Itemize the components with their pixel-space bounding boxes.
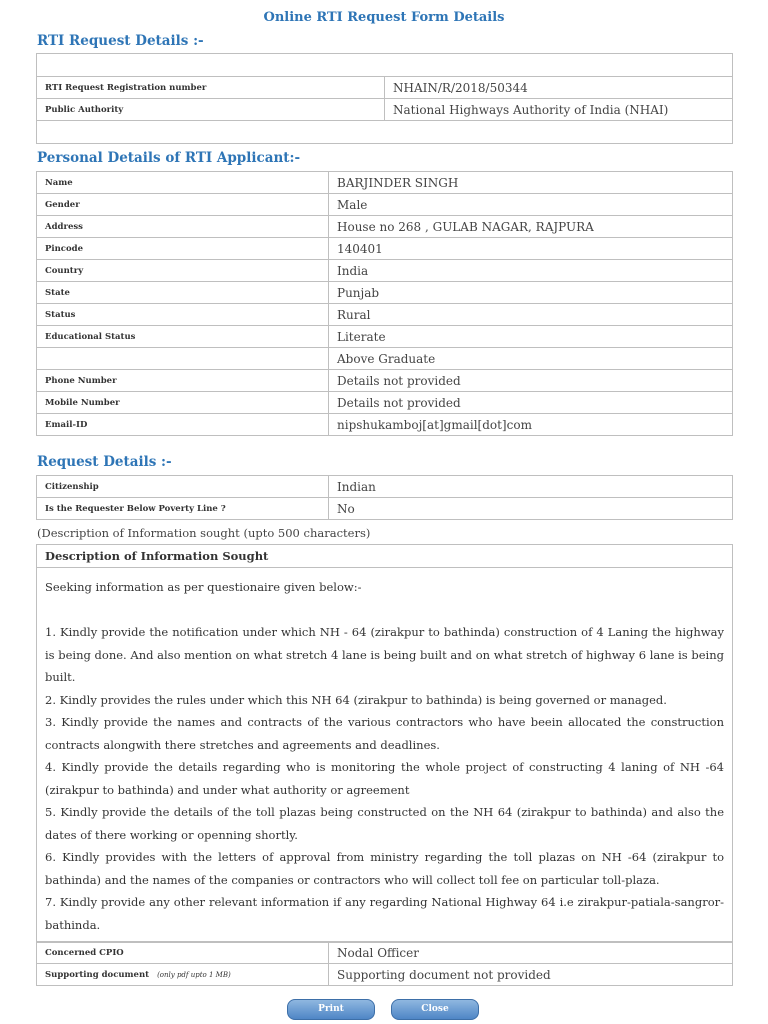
status-value: Rural bbox=[329, 304, 733, 326]
row-label: Educational Status bbox=[37, 326, 329, 348]
educational-status-value: Literate bbox=[329, 326, 733, 348]
row-label: Citizenship bbox=[37, 476, 329, 498]
description-item: 2. Kindly provides the rules under which this NH 64 (zirakpur to bathinda) is being governed or managed. bbox=[45, 692, 667, 707]
section-title-rti-request: RTI Request Details :- bbox=[37, 33, 204, 49]
description-item: 4. Kindly provide the details regarding who is monitoring the whole project of constructing 4 laning of NH -64 (zirakpur to bathinda) and under what authority or agreement bbox=[45, 760, 724, 797]
table-row bbox=[37, 238, 733, 260]
row-label: Status bbox=[37, 304, 329, 326]
table-row bbox=[37, 414, 733, 436]
description-item: 5. Kindly provide the details of the toll plazas being constructed on the NH 64 (zirakpur to bathinda) and also the dates of there working or openning shortly. bbox=[45, 805, 724, 842]
description-heading: Description of Information Sought bbox=[37, 545, 732, 568]
print-button[interactable]: Print bbox=[287, 999, 375, 1020]
row-label: Name bbox=[37, 172, 329, 194]
row-label: Is the Requester Below Poverty Line ? bbox=[37, 498, 329, 520]
table-row bbox=[37, 476, 733, 498]
row-label: Country bbox=[37, 260, 329, 282]
table-row bbox=[37, 260, 733, 282]
cpio-value: Nodal Officer bbox=[329, 942, 733, 964]
empty-row-cell bbox=[37, 121, 733, 144]
cpio-label: Concerned CPIO bbox=[37, 942, 329, 964]
row-label: State bbox=[37, 282, 329, 304]
page-title: Online RTI Request Form Details bbox=[263, 10, 505, 25]
row-label: Phone Number bbox=[37, 370, 329, 392]
cpio-document-table bbox=[36, 941, 733, 986]
row-label: Email-ID bbox=[37, 414, 329, 436]
pincode-value: 140401 bbox=[329, 238, 733, 260]
description-box bbox=[36, 544, 733, 943]
poverty-line-value: No bbox=[329, 498, 733, 520]
table-row bbox=[37, 121, 733, 144]
email-value: nipshukamboj[at]gmail[dot]com bbox=[329, 414, 733, 436]
request-details-table bbox=[36, 475, 733, 520]
table-row bbox=[37, 282, 733, 304]
description-item: 6. Kindly provides with the letters of approval from ministry regarding the toll plazas on NH -64 (zirakpur to bathinda) and the names of the companies or contractors who will collect toll fee on particular toll-plaza. bbox=[45, 850, 724, 887]
table-row bbox=[37, 348, 733, 370]
row-label: Gender bbox=[37, 194, 329, 216]
section-title-request-details: Request Details :- bbox=[37, 454, 172, 470]
rti-request-table bbox=[36, 53, 733, 144]
table-row bbox=[37, 370, 733, 392]
table-row bbox=[37, 942, 733, 964]
table-row bbox=[37, 498, 733, 520]
description-intro: Seeking information as per questionaire given below:- bbox=[45, 580, 362, 594]
description-length-note: (Description of Information sought (upto 500 characters) bbox=[37, 526, 371, 540]
table-row bbox=[37, 392, 733, 414]
description-item: 1. Kindly provide the notification under which NH - 64 (zirakpur to bathinda) construction of 4 Laning the highway is being done. And also mention on what stretch 4 lane is being built and on what stretch of highway 6 lane is being built. bbox=[45, 625, 724, 684]
address-value: House no 268 , GULAB NAGAR, RAJPURA bbox=[329, 216, 733, 238]
state-value: Punjab bbox=[329, 282, 733, 304]
empty-row-cell bbox=[37, 54, 733, 77]
supporting-document-label: Supporting document bbox=[45, 969, 150, 980]
row-label bbox=[37, 348, 329, 370]
section-title-personal-details: Personal Details of RTI Applicant:- bbox=[37, 150, 301, 166]
table-row bbox=[37, 216, 733, 238]
table-row bbox=[37, 77, 733, 99]
close-button[interactable]: Close bbox=[391, 999, 479, 1020]
supporting-document-size-note: (only pdf upto 1 MB) bbox=[157, 970, 231, 979]
row-label: Mobile Number bbox=[37, 392, 329, 414]
table-row bbox=[37, 172, 733, 194]
description-item: 7. Kindly provide any other relevant information if any regarding National Highway 64 i.e zirakpur-patiala-sangror-bathinda. bbox=[45, 895, 724, 932]
table-row bbox=[37, 54, 733, 77]
personal-details-table bbox=[36, 171, 733, 436]
table-row bbox=[37, 964, 733, 986]
name-value: BARJINDER SINGH bbox=[329, 172, 733, 194]
description-body bbox=[37, 568, 732, 936]
education-level-value: Above Graduate bbox=[329, 348, 733, 370]
registration-number-value: NHAIN/R/2018/50344 bbox=[385, 77, 733, 99]
country-value: India bbox=[329, 260, 733, 282]
row-label: RTI Request Registration number bbox=[37, 77, 385, 99]
supporting-document-label-cell bbox=[37, 964, 329, 986]
phone-number-value: Details not provided bbox=[329, 370, 733, 392]
row-label: Pincode bbox=[37, 238, 329, 260]
table-row bbox=[37, 99, 733, 121]
citizenship-value: Indian bbox=[329, 476, 733, 498]
row-label: Public Authority bbox=[37, 99, 385, 121]
gender-value: Male bbox=[329, 194, 733, 216]
table-row bbox=[37, 326, 733, 348]
supporting-document-value: Supporting document not provided bbox=[329, 964, 733, 986]
mobile-number-value: Details not provided bbox=[329, 392, 733, 414]
description-item: 3. Kindly provide the names and contracts of the various contractors who have beein allocated the construction contracts alongwith there stretches and agreements and deadlines. bbox=[45, 715, 724, 752]
public-authority-value: National Highways Authority of India (NHAI) bbox=[385, 99, 733, 121]
table-row bbox=[37, 194, 733, 216]
table-row bbox=[37, 304, 733, 326]
row-label: Address bbox=[37, 216, 329, 238]
